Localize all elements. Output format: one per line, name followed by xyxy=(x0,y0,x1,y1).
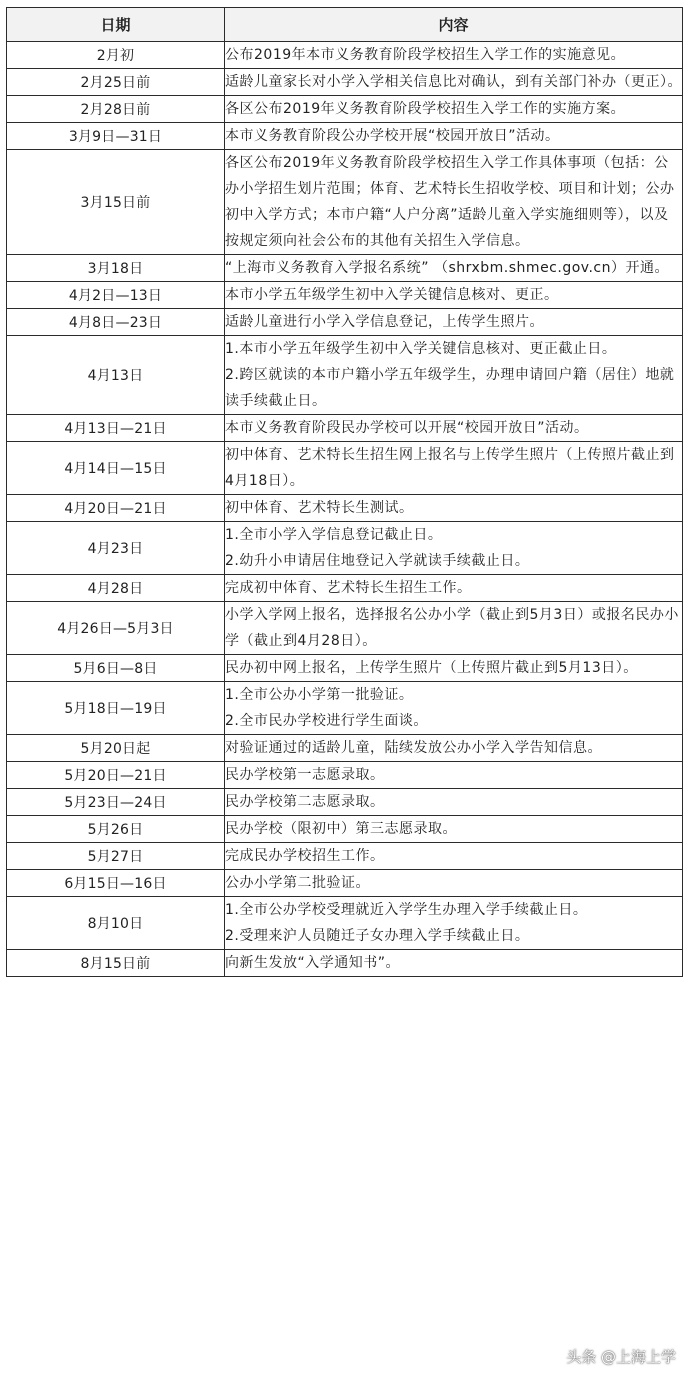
row-date: 5月18日—19日 xyxy=(7,682,225,735)
row-date: 2月28日前 xyxy=(7,96,225,123)
row-content xyxy=(225,870,683,897)
table-row xyxy=(7,415,683,442)
row-date: 5月6日—8日 xyxy=(7,655,225,682)
table-row xyxy=(7,150,683,255)
row-date: 8月10日 xyxy=(7,897,225,950)
row-date: 3月9日—31日 xyxy=(7,123,225,150)
content-line: 初中体育、艺术特长生招生网上报名与上传学生照片（上传照片截止到4月18日）。 xyxy=(225,447,675,489)
table-row xyxy=(7,655,683,682)
table-row xyxy=(7,282,683,309)
content-line: 各区公布2019年义务教育阶段学校招生入学工作具体事项（包括：公办小学招生划片范围；体育、艺术特长生招收学校、项目和计划；公办初中入学方式；本市户籍“人户分离”适龄儿童入学实施细则等），以及按规定须向社会公布的其他有关招生入学信息。 xyxy=(225,155,675,249)
table-row xyxy=(7,950,683,977)
table-row xyxy=(7,69,683,96)
table-row xyxy=(7,762,683,789)
row-content xyxy=(225,789,683,816)
row-date: 2月初 xyxy=(7,42,225,69)
row-date: 5月26日 xyxy=(7,816,225,843)
table-row xyxy=(7,575,683,602)
content-line: 向新生发放“入学通知书”。 xyxy=(225,955,401,971)
row-date: 4月13日—21日 xyxy=(7,415,225,442)
row-content xyxy=(225,336,683,415)
row-content xyxy=(225,415,683,442)
row-content xyxy=(225,816,683,843)
row-content xyxy=(225,69,683,96)
row-date: 2月25日前 xyxy=(7,69,225,96)
row-date: 5月20日—21日 xyxy=(7,762,225,789)
row-date: 4月26日—5月3日 xyxy=(7,602,225,655)
row-date: 6月15日—16日 xyxy=(7,870,225,897)
table-header-row xyxy=(7,8,683,42)
row-date: 3月15日前 xyxy=(7,150,225,255)
table-row xyxy=(7,789,683,816)
row-date: 5月23日—24日 xyxy=(7,789,225,816)
row-date: 4月28日 xyxy=(7,575,225,602)
table-row xyxy=(7,897,683,950)
table-row xyxy=(7,682,683,735)
table-row xyxy=(7,96,683,123)
content-line: 对验证通过的适龄儿童，陆续发放公办小学入学告知信息。 xyxy=(225,740,602,756)
row-content xyxy=(225,255,683,282)
table-row xyxy=(7,816,683,843)
table-row xyxy=(7,255,683,282)
row-content xyxy=(225,575,683,602)
row-content xyxy=(225,282,683,309)
content-line: 2.全市民办学校进行学生面谈。 xyxy=(225,713,428,729)
row-date: 4月20日—21日 xyxy=(7,495,225,522)
content-line: 完成民办学校招生工作。 xyxy=(225,848,385,864)
enrollment-schedule-table xyxy=(6,7,683,977)
table-row xyxy=(7,123,683,150)
content-line: 各区公布2019年义务教育阶段学校招生入学工作的实施方案。 xyxy=(225,101,626,117)
table-row xyxy=(7,442,683,495)
content-line: 民办初中网上报名，上传学生照片（上传照片截止到5月13日）。 xyxy=(225,660,638,676)
content-line: 1.全市公办小学第一批验证。 xyxy=(225,687,414,703)
table-row xyxy=(7,602,683,655)
content-line: 公布2019年本市义务教育阶段学校招生入学工作的实施意见。 xyxy=(225,47,626,63)
table-row xyxy=(7,735,683,762)
row-content xyxy=(225,150,683,255)
row-content xyxy=(225,495,683,522)
content-line: 本市小学五年级学生初中入学关键信息核对、更正。 xyxy=(225,287,559,303)
header-content: 内容 xyxy=(225,8,683,42)
row-content xyxy=(225,735,683,762)
row-content xyxy=(225,950,683,977)
row-date: 4月14日—15日 xyxy=(7,442,225,495)
row-content xyxy=(225,522,683,575)
content-line: 初中体育、艺术特长生测试。 xyxy=(225,500,414,516)
table-row xyxy=(7,42,683,69)
content-line: 本市义务教育阶段公办学校开展“校园开放日”活动。 xyxy=(225,128,560,144)
table-row xyxy=(7,870,683,897)
table-row xyxy=(7,336,683,415)
row-content xyxy=(225,682,683,735)
header-date: 日期 xyxy=(7,8,225,42)
table-row xyxy=(7,843,683,870)
row-content xyxy=(225,843,683,870)
content-line: 民办学校第二志愿录取。 xyxy=(225,794,385,810)
row-date: 8月15日前 xyxy=(7,950,225,977)
row-content xyxy=(225,309,683,336)
row-content xyxy=(225,123,683,150)
row-content xyxy=(225,96,683,123)
row-date: 5月20日起 xyxy=(7,735,225,762)
content-line: 适龄儿童家长对小学入学相关信息比对确认，到有关部门补办（更正）。 xyxy=(225,74,682,90)
content-line: “上海市义务教育入学报名系统” （shrxbm.shmec.gov.cn）开通。 xyxy=(225,260,669,276)
content-line: 2.幼升小申请居住地登记入学就读手续截止日。 xyxy=(225,553,530,569)
content-line: 1.全市公办学校受理就近入学学生办理入学手续截止日。 xyxy=(225,902,588,918)
row-date: 4月2日—13日 xyxy=(7,282,225,309)
content-line: 1.本市小学五年级学生初中入学关键信息核对、更正截止日。 xyxy=(225,341,617,357)
watermark-text: 头条 @上海上学 xyxy=(566,1348,676,1366)
row-content xyxy=(225,442,683,495)
row-date: 5月27日 xyxy=(7,843,225,870)
content-line: 民办学校第一志愿录取。 xyxy=(225,767,385,783)
content-line: 本市义务教育阶段民办学校可以开展“校园开放日”活动。 xyxy=(225,420,589,436)
table-row xyxy=(7,309,683,336)
row-date: 3月18日 xyxy=(7,255,225,282)
row-content xyxy=(225,602,683,655)
row-date: 4月23日 xyxy=(7,522,225,575)
content-line: 适龄儿童进行小学入学信息登记，上传学生照片。 xyxy=(225,314,544,330)
row-content xyxy=(225,655,683,682)
row-content xyxy=(225,762,683,789)
content-line: 2.跨区就读的本市户籍小学五年级学生，办理申请回户籍（居住）地就读手续截止日。 xyxy=(225,367,675,409)
content-line: 1.全市小学入学信息登记截止日。 xyxy=(225,527,443,543)
row-content xyxy=(225,42,683,69)
content-line: 2.受理来沪人员随迁子女办理入学手续截止日。 xyxy=(225,928,530,944)
row-content xyxy=(225,897,683,950)
content-line: 民办学校（限初中）第三志愿录取。 xyxy=(225,821,457,837)
table-row xyxy=(7,522,683,575)
content-line: 小学入学网上报名，选择报名公办小学（截止到5月3日）或报名民办小学（截止到4月28日）。 xyxy=(225,607,679,649)
table-row xyxy=(7,495,683,522)
row-date: 4月13日 xyxy=(7,336,225,415)
content-line: 公办小学第二批验证。 xyxy=(225,875,370,891)
content-line: 完成初中体育、艺术特长生招生工作。 xyxy=(225,580,472,596)
row-date: 4月8日—23日 xyxy=(7,309,225,336)
